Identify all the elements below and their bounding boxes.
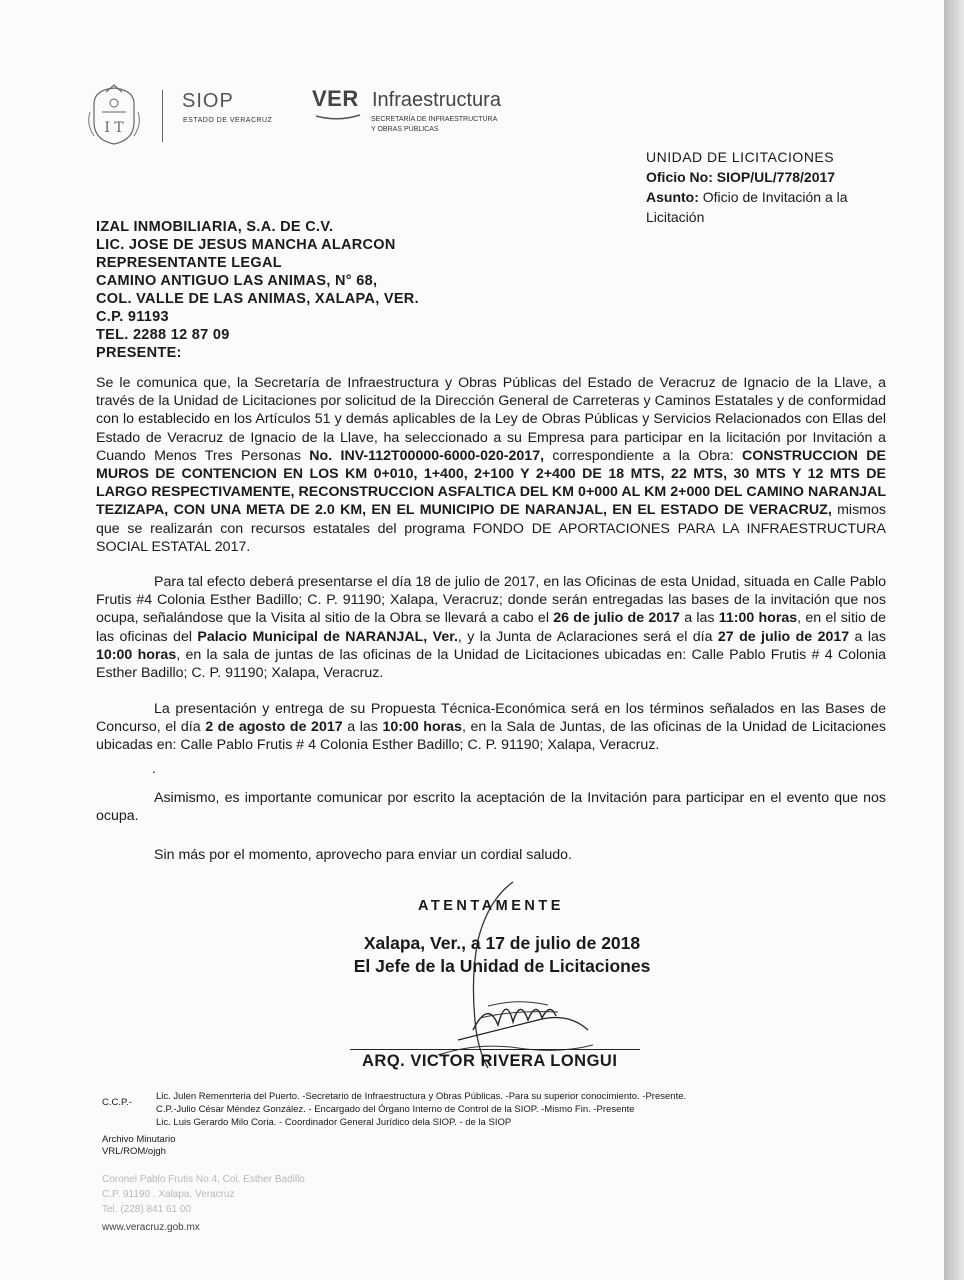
infraestructura-logo-text: Infraestructura: [372, 89, 501, 111]
stray-dot: .: [152, 760, 156, 776]
text-run: Para tal efecto deberá presentarse el día 18 de julio de 2017, en las Oficinas de esta Unidad, situada en Calle Pablo Frutis #4 Colonia Esther Badillo; C. P. 91190; Xalapa, Veracruz; donde serán entregadas las bases de la invitación que nos ocupa, señalándose que la Visita al sitio de la Obra se llevará a cabo el: [96, 574, 886, 627]
text-run: a las: [854, 628, 886, 645]
work-description: CONSTRUCCION DE MUROS DE CONTENCION EN LOS KM 0+010, 1+400, 2+100 Y 2+400 DE 18 MTS, 22 MTS, 30 MTS Y 12 MTS DE LARGO RESPECTIVAMENTE, RECONSTRUCCION ASFALTICA DEL KM 0+000 AL KM 2+000 DEL CAMINO NARANJAL TEZIZAPA, CON UNA META DE 2.0 KM, EN EL MUNICIPIO DE NARANJAL, EN EL ESTADO DE VERACRUZ,: [96, 447, 886, 519]
paragraph-schedule: [96, 573, 886, 682]
recipient-line: COL. VALLE DE LAS ANIMAS, XALAPA, VER.: [96, 291, 419, 307]
recipient-line: C.P. 91193: [96, 309, 169, 325]
ccp-label: C.C.P.-: [102, 1097, 132, 1108]
signer-position: El Jefe de la Unidad de Licitaciones: [353, 956, 651, 976]
text-run: mismos que se realizarán con recursos estatales del programa FONDO DE APORTACIONES PARA LA INFRAESTRUCTURA SOCIAL ESTATAL 2017.: [96, 502, 886, 555]
siop-logo-text: SIOP: [182, 90, 234, 112]
footer-line: Coronel Pablo Frutis No.4, Col. Esther Badillo: [102, 1174, 305, 1185]
footer-line: Tel. (228) 841 61 00: [102, 1204, 191, 1215]
svg-text:I T: I T: [104, 120, 124, 136]
asunto-label: Asunto:: [646, 189, 699, 205]
ver-swoosh-icon: [314, 112, 362, 122]
text-run: , y la Junta de Aclaraciones será el día: [457, 628, 713, 645]
footer-website-link[interactable]: www.veracruz.gob.mx: [102, 1222, 200, 1233]
text-run: Se le comunica que, la Secretaría de Infraestructura y Obras Públicas del Estado de Veracruz de Ignacio de la Llave, a través de la Unidad de Licitaciones por solicitud de la Dirección General de Carreteras y Caminos Estatales y de conformidad con lo establecido en los Artículos 51 y demás aplicables de la Ley de Obras Públicas y Servicios Relacionados con Ellas del Estado de Veracruz de Ignacio de la Llave, ha seleccionado a su Empresa para participar en la licitación por Invitación a Cuando Menos Tres Personas: [96, 375, 886, 464]
proposal-date: 2 de agosto de 2017: [205, 719, 343, 736]
tender-number: No. INV-112T00000-6000-020-2017,: [309, 447, 545, 464]
unit-title: UNIDAD DE LICITACIONES: [646, 149, 835, 165]
visit-time: 11:00 horas: [718, 610, 798, 627]
meeting-date: 27 de julio de 2017: [717, 628, 850, 645]
paragraph-greeting: Sin más por el momento, aprovecho para enviar un cordial saludo.: [154, 847, 572, 863]
oficio-value: SIOP/UL/778/2017: [716, 169, 836, 185]
meeting-time: 10:00 horas: [96, 646, 177, 663]
visit-place: Palacio Municipal de NARANJAL, Ver.: [197, 628, 458, 645]
initials-reference: VRL/ROM/ojgh: [102, 1146, 166, 1157]
header-divider: [162, 90, 163, 142]
paragraph-acceptance: Asimismo, es importante comunicar por escrito la aceptación de la Invitación para participar en el evento que nos ocupa.: [96, 790, 886, 825]
archive-reference: [102, 1134, 175, 1158]
text-run: La presentación y entrega de su Propuesta Técnica-Económica será en los términos señalados en las Bases de Concurso, el día: [96, 701, 886, 736]
footer-line: C.P. 91190 . Xalapa, Veracruz: [102, 1189, 235, 1200]
signer-name: ARQ. VICTOR RIVERA LONGUI: [362, 1052, 618, 1070]
paragraph-invitation: [96, 374, 886, 556]
text-run: a las: [347, 719, 378, 736]
asunto-value: Oficio de Invitación a la Licitación: [646, 189, 848, 225]
place-date: Xalapa, Ver., a 17 de julio de 2018: [363, 933, 641, 953]
signature-line: [350, 1049, 640, 1050]
siop-logo-subtitle: ESTADO DE VERACRUZ: [183, 117, 273, 124]
recipient-line: TEL. 2288 12 87 09: [96, 327, 230, 343]
recipient-line: CAMINO ANTIGUO LAS ANIMAS, N° 68,: [96, 273, 378, 289]
ver-subtitle-line: SECRETARÍA DE INFRAESTRUCTURA: [371, 116, 498, 123]
recipient-address: [96, 218, 419, 362]
ccp-list: [156, 1090, 686, 1129]
closing-place-date-block: [352, 932, 652, 978]
ver-logo-subtitle: [371, 115, 531, 135]
footer-address: [102, 1172, 305, 1235]
text-run: , en la Sala de Juntas, de las oficinas de la Unidad de Licitaciones ubicadas en: Calle Pablo Frutis # 4 Colonia Esther Badillo; C. P. 91190; Xalapa, Veracruz.: [96, 719, 886, 754]
recipient-line: IZAL INMOBILIARIA, S.A. DE C.V.: [96, 219, 334, 235]
oficio-label: Oficio No:: [646, 169, 713, 185]
page-edge-shadow: [944, 0, 964, 1280]
ccp-line: C.P.-Julio César Méndez González. - Encargado del Órgano Interno de Control de la SIOP. -Mismo Fin. -Presente: [156, 1104, 635, 1115]
archive-label: Archivo Minutario: [102, 1134, 176, 1145]
recipient-line: PRESENTE:: [96, 345, 182, 361]
proposal-time: 10:00 horas: [382, 719, 462, 736]
text-run: a las: [684, 610, 715, 627]
text-run: , en la sala de juntas de las oficinas de la Unidad de Licitaciones ubicadas en: Calle Pablo Frutis # 4 Colonia Esther Badillo; C. P. 91190; Xalapa, Veracruz.: [96, 646, 886, 682]
ccp-line: Lic. Luis Gerardo Milo Coria. - Coordinador General Jurídico dela SIOP. - de la SIOP: [156, 1117, 512, 1128]
ver-subtitle-line: Y OBRAS PÚBLICAS: [371, 126, 439, 133]
ver-logo-text: VER: [312, 86, 359, 111]
asunto-line: [646, 187, 856, 227]
visit-date: 26 de julio de 2017: [553, 610, 680, 627]
text-run: , en el sitio de las oficinas del: [96, 610, 886, 645]
veracruz-seal-icon: [84, 82, 144, 148]
recipient-line: REPRESENTANTE LEGAL: [96, 255, 282, 271]
paragraph-proposal: [96, 700, 886, 755]
closing-atentamente: ATENTAMENTE: [418, 898, 564, 914]
ccp-line: Lic. Julen Remenrteria del Puerto. -Secretario de Infraestructura y Obras Públicas. -Para su superior conocimiento. -Presente.: [156, 1091, 687, 1102]
recipient-line: LIC. JOSE DE JESUS MANCHA ALARCON: [96, 237, 396, 253]
office-reference-block: [646, 147, 856, 227]
oficio-line: [646, 167, 856, 187]
text-run: correspondiente a la Obra:: [552, 447, 734, 464]
